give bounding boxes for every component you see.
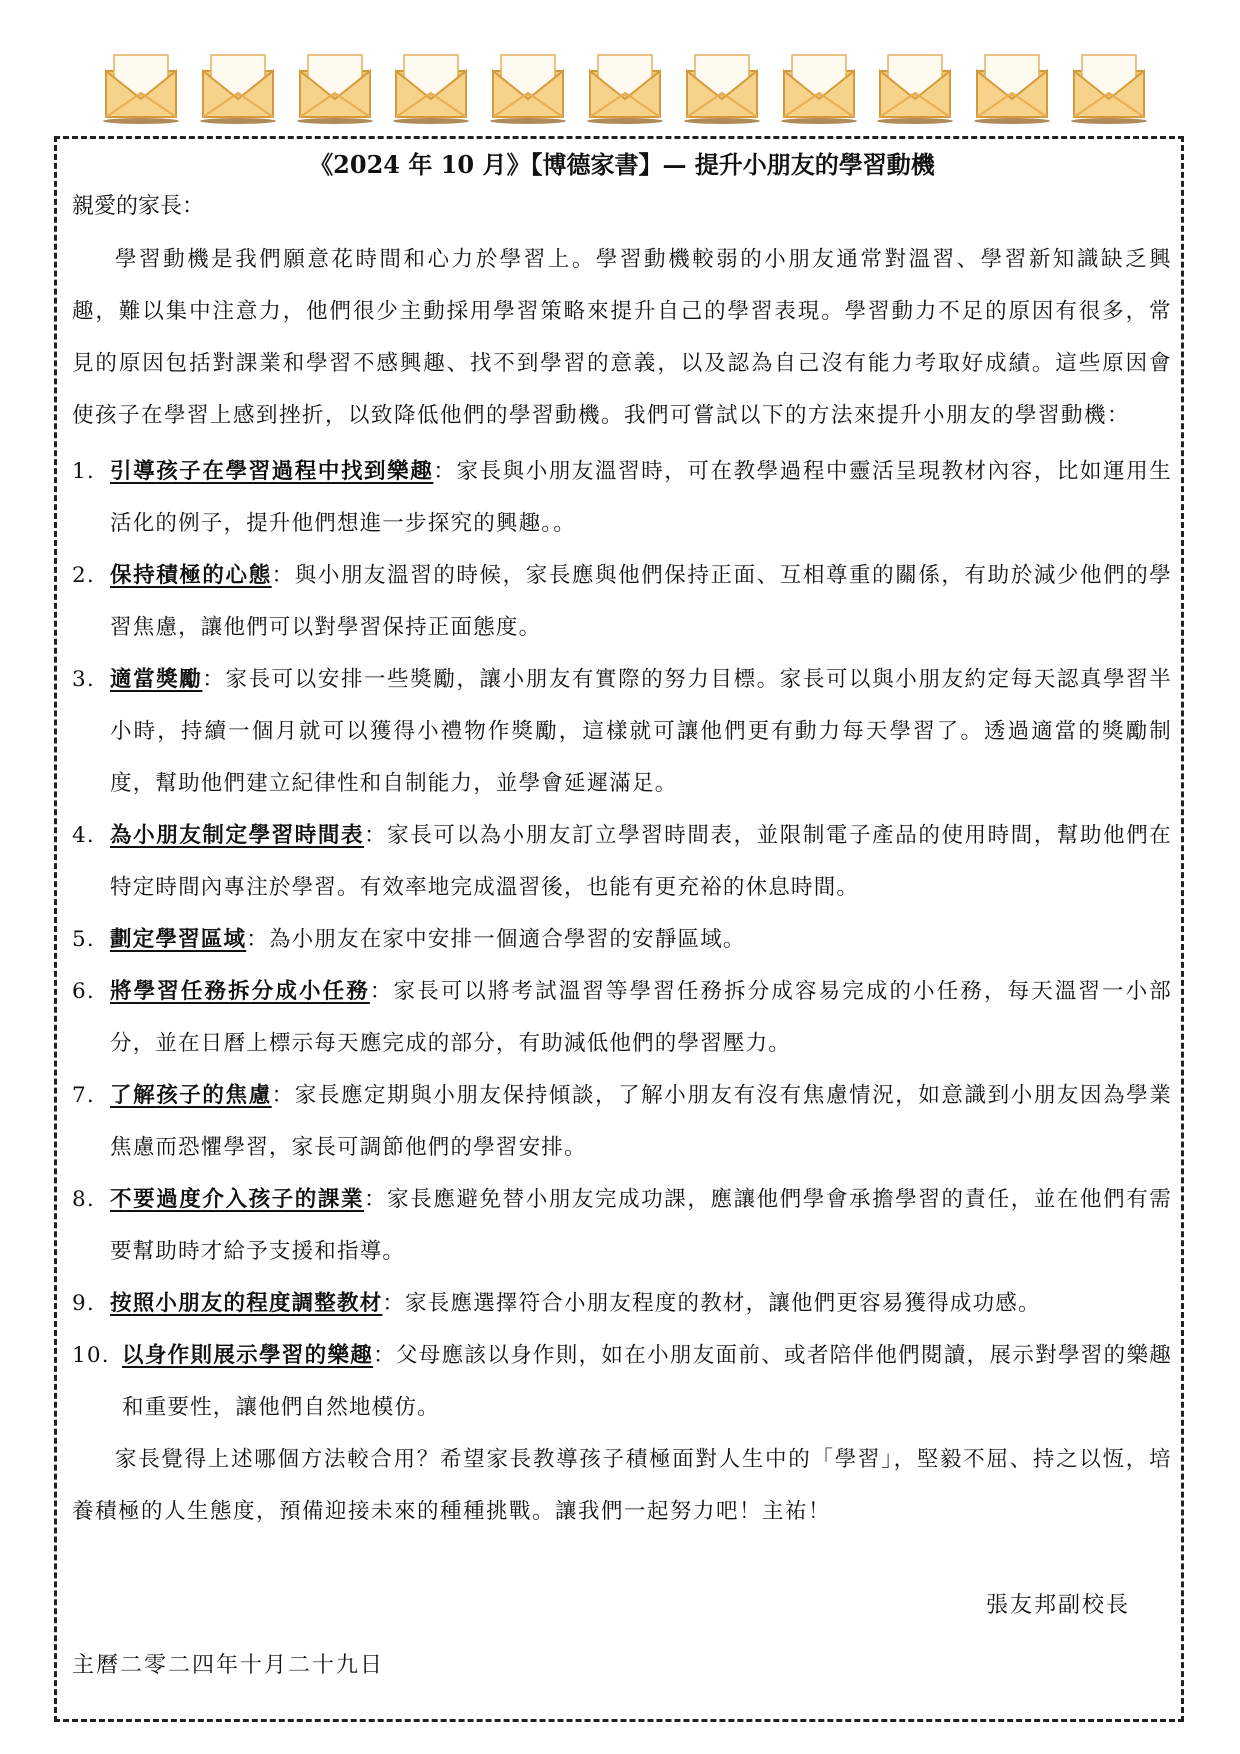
envelope-icon (584, 47, 666, 125)
list-item (72, 446, 1172, 550)
item-key: 引導孩子在學習過程中找到樂趣 (110, 459, 434, 484)
item-key: 適當獎勵 (110, 667, 203, 692)
item-number: 7. (72, 1083, 95, 1108)
signature: 張友邦副校長 (985, 1593, 1130, 1618)
letter-title: 《2024 年 10 月》【博德家書】— 提升小朋友的學習動機 (309, 150, 935, 179)
item-key: 保持積極的心態 (110, 563, 272, 588)
list-item (72, 810, 1172, 914)
item-text: ：家長可以將考試溫習等學習任務拆分成容易完成的小任務，每天溫習一小部分，並在日曆上標示每天應完成的部分，有助減低他們的學習壓力。 (110, 979, 1172, 1056)
envelope-icon (681, 47, 763, 125)
list-item (72, 1278, 1172, 1330)
item-number: 5. (72, 927, 95, 952)
envelope-icon (197, 47, 279, 125)
list-item (72, 654, 1172, 810)
item-text: ：為小朋友在家中安排一個適合學習的安靜區域。 (246, 927, 746, 952)
letter-date: 主曆二零二四年十月二十九日 (72, 1653, 385, 1678)
item-number: 6. (72, 979, 95, 1004)
item-key: 為小朋友制定學習時間表 (110, 823, 365, 848)
item-number: 8. (72, 1187, 95, 1212)
intro-paragraph: 學習動機是我們願意花時間和心力於學習上。學習動機較弱的小朋友通常對溫習、學習新知識缺乏興趣，難以集中注意力，他們很少主動採用學習策略來提升自己的學習表現。學習動力不足的原因有很多，常見的原因包括對課業和學習不感興趣、找不到學習的意義，以及認為自己沒有能力考取好成績。這些原因會使孩子在學習上感到挫折，以致降低他們的學習動機。我們可嘗試以下的方法來提升小朋友的學習動機： (72, 247, 1172, 428)
envelope-icon (487, 47, 569, 125)
item-text: ：家長應選擇符合小朋友程度的教材，讓他們更容易獲得成功感。 (382, 1291, 1041, 1316)
list-item (72, 1070, 1172, 1174)
item-key: 了解孩子的焦慮 (110, 1083, 272, 1108)
envelope-icon (1068, 47, 1150, 125)
list-item (72, 1330, 1172, 1434)
list-item (72, 1174, 1172, 1278)
method-list (72, 446, 1172, 1434)
item-key: 按照小朋友的程度調整教材 (110, 1291, 383, 1316)
item-text: ：家長可以安排一些獎勵，讓小朋友有實際的努力目標。家長可以與小朋友約定每天認真學習半小時，持續一個月就可以獲得小禮物作獎勵，這樣就可讓他們更有動力每天學習了。透過適當的獎勵制度，幫助他們建立紀律性和自制能力，並學會延遲滿足。 (110, 667, 1172, 796)
item-text: ：父母應該以身作則，如在小朋友面前、或者陪伴他們閱讀，展示對學習的樂趣和重要性，讓他們自然地模仿。 (122, 1343, 1172, 1420)
item-text: ：與小朋友溫習的時候，家長應與他們保持正面、互相尊重的關係，有助於減少他們的學習焦慮，讓他們可以對學習保持正面態度。 (110, 563, 1172, 640)
letter-body (72, 148, 1172, 1538)
item-number: 9. (72, 1291, 95, 1316)
item-number: 4. (72, 823, 95, 848)
salutation: 親愛的家長： (72, 194, 205, 219)
envelope-icon (390, 47, 472, 125)
item-number: 3. (72, 667, 95, 692)
item-number: 10. (72, 1343, 110, 1368)
envelope-icon (100, 47, 182, 125)
item-key: 將學習任務拆分成小任務 (110, 979, 370, 1004)
item-number: 2. (72, 563, 95, 588)
envelope-icon (294, 47, 376, 125)
list-item (72, 914, 1172, 966)
item-key: 不要過度介入孩子的課業 (110, 1187, 365, 1212)
envelope-icon (971, 47, 1053, 125)
item-key: 劃定學習區域 (110, 927, 247, 952)
item-number: 1. (72, 459, 95, 484)
item-text: ：家長應避免替小朋友完成功課，應讓他們學會承擔學習的責任，並在他們有需要幫助時才給予支援和指導。 (110, 1187, 1173, 1264)
envelope-icon (778, 47, 860, 125)
item-text: ：家長可以為小朋友訂立學習時間表，並限制電子產品的使用時間，幫助他們在特定時間內專注於學習。有效率地完成溫習後，也能有更充裕的休息時間。 (110, 823, 1173, 900)
envelope-banner (100, 45, 1150, 125)
closing-paragraph: 家長覺得上述哪個方法較合用？希望家長教導孩子積極面對人生中的「學習」，堅毅不屈、持之以恆，培養積極的人生態度，預備迎接未來的種種挑戰。讓我們一起努力吧！主祐！ (72, 1447, 1172, 1524)
list-item (72, 550, 1172, 654)
item-key: 以身作則展示學習的樂趣 (122, 1343, 374, 1368)
item-text: ：家長應定期與小朋友保持傾談，了解小朋友有沒有焦慮情況，如意識到小朋友因為學業焦慮而恐懼學習，家長可調節他們的學習安排。 (110, 1083, 1172, 1160)
item-text: ：家長與小朋友溫習時，可在教學過程中靈活呈現教材內容，比如運用生活化的例子，提升他們想進一步探究的興趣。。 (110, 459, 1172, 536)
list-item (72, 966, 1172, 1070)
envelope-icon (874, 47, 956, 125)
